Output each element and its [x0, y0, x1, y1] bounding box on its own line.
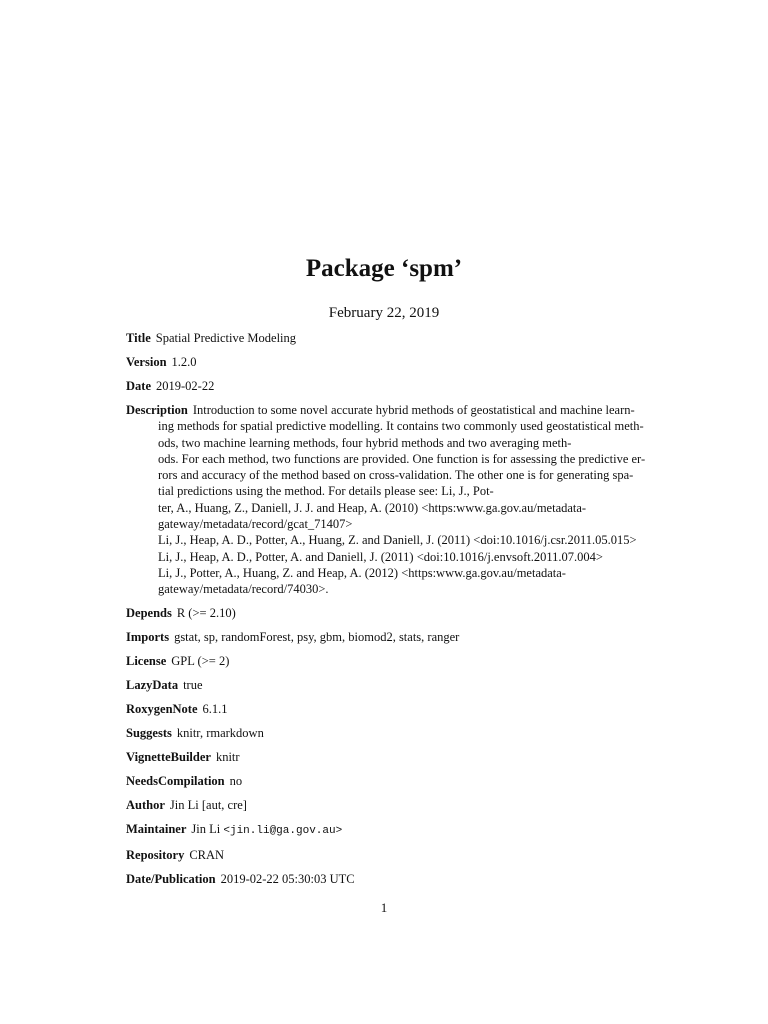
field-label: Suggests — [126, 726, 172, 741]
field-datepublication — [126, 871, 646, 887]
field-roxygennote — [126, 701, 646, 717]
field-label: Date — [126, 378, 151, 393]
page-date: February 22, 2019 — [328, 305, 440, 321]
field-version — [126, 354, 646, 370]
field-value: no — [229, 774, 243, 789]
field-label: Date/Publication — [126, 872, 216, 887]
field-value: R (>= 2.10) — [176, 606, 236, 621]
description-line: rors and accuracy of the method based on cross-validation. The other one is for generating spa- — [158, 468, 634, 483]
field-value: Introduction to some novel accurate hybrid methods of geostatistical and machine learn- — [192, 402, 635, 417]
field-label: Maintainer — [126, 822, 187, 837]
field-value: true — [183, 678, 203, 693]
field-label: Imports — [126, 630, 170, 645]
field-value: GPL (>= 2) — [171, 654, 230, 669]
description-line: ing methods for spatial predictive modelling. It contains two commonly used geostatistical meth- — [158, 419, 644, 434]
field-label: Depends — [126, 606, 172, 621]
field-title — [126, 330, 646, 346]
field-value: 2019-02-22 05:30:03 UTC — [220, 872, 355, 887]
description-line — [126, 402, 646, 418]
field-label: NeedsCompilation — [126, 774, 225, 789]
description-line: Li, J., Potter, A., Huang, Z. and Heap, A. (2012) <https:www.ga.gov.au/metadata- — [158, 565, 566, 580]
description-line: ods, two machine learning methods, four hybrid methods and two averaging meth- — [158, 435, 572, 450]
field-maintainer — [126, 821, 646, 839]
page-title: Package ‘spm’ — [305, 255, 463, 282]
field-value: 2019-02-22 — [156, 378, 215, 393]
description-line: Li, J., Heap, A. D., Potter, A. and Daniell, J. (2011) <doi:10.1016/j.envsoft.2011.07.004> — [158, 549, 603, 564]
field-label: License — [126, 654, 167, 669]
field-label: VignetteBuilder — [126, 750, 211, 765]
description-line: ter, A., Huang, Z., Daniell, J. J. and Heap, A. (2010) <https:www.ga.gov.au/metadata- — [158, 500, 587, 515]
field-needscompilation — [126, 773, 646, 789]
description-line: ods. For each method, two functions are provided. One function is for assessing the predictive er- — [158, 451, 646, 466]
description-line: gateway/metadata/record/gcat_71407> — [158, 517, 353, 532]
description-line: Li, J., Heap, A. D., Potter, A., Huang, Z. and Daniell, J. (2011) <doi:10.1016/j.csr.2011.05.015> — [158, 533, 637, 548]
description-line: tial predictions using the method. For details please see: Li, J., Pot- — [158, 484, 494, 499]
field-label: RoxygenNote — [126, 702, 198, 717]
field-author — [126, 797, 646, 813]
field-value: Spatial Predictive Modeling — [155, 331, 297, 345]
field-value: knitr — [215, 750, 240, 765]
field-label: Version — [126, 354, 167, 369]
field-imports — [126, 629, 646, 645]
field-description — [126, 402, 646, 598]
description-line: gateway/metadata/record/74030>. — [158, 582, 329, 597]
field-label: Author — [126, 798, 165, 813]
field-value: 6.1.1 — [202, 702, 228, 717]
maintainer-email: <jin.li@ga.gov.au> — [223, 825, 343, 838]
page-number: 1 — [380, 900, 388, 915]
field-value: 1.2.0 — [171, 354, 197, 369]
field-depends — [126, 605, 646, 621]
field-license — [126, 653, 646, 669]
field-label: LazyData — [126, 678, 179, 693]
field-vignettebuilder — [126, 749, 646, 765]
field-label: Title — [126, 331, 151, 345]
field-label: Repository — [126, 848, 185, 863]
field-lazydata — [126, 677, 646, 693]
field-date — [126, 378, 646, 394]
field-value: CRAN — [189, 848, 225, 863]
field-suggests — [126, 725, 646, 741]
maintainer-name: Jin Li — [191, 822, 221, 837]
field-value: Jin Li [aut, cre] — [169, 798, 247, 813]
field-value: knitr, rmarkdown — [176, 726, 264, 741]
field-label: Description — [126, 402, 188, 417]
field-value: gstat, sp, randomForest, psy, gbm, biomod2, stats, ranger — [174, 630, 460, 645]
package-fields — [126, 330, 646, 895]
field-repository — [126, 847, 646, 863]
